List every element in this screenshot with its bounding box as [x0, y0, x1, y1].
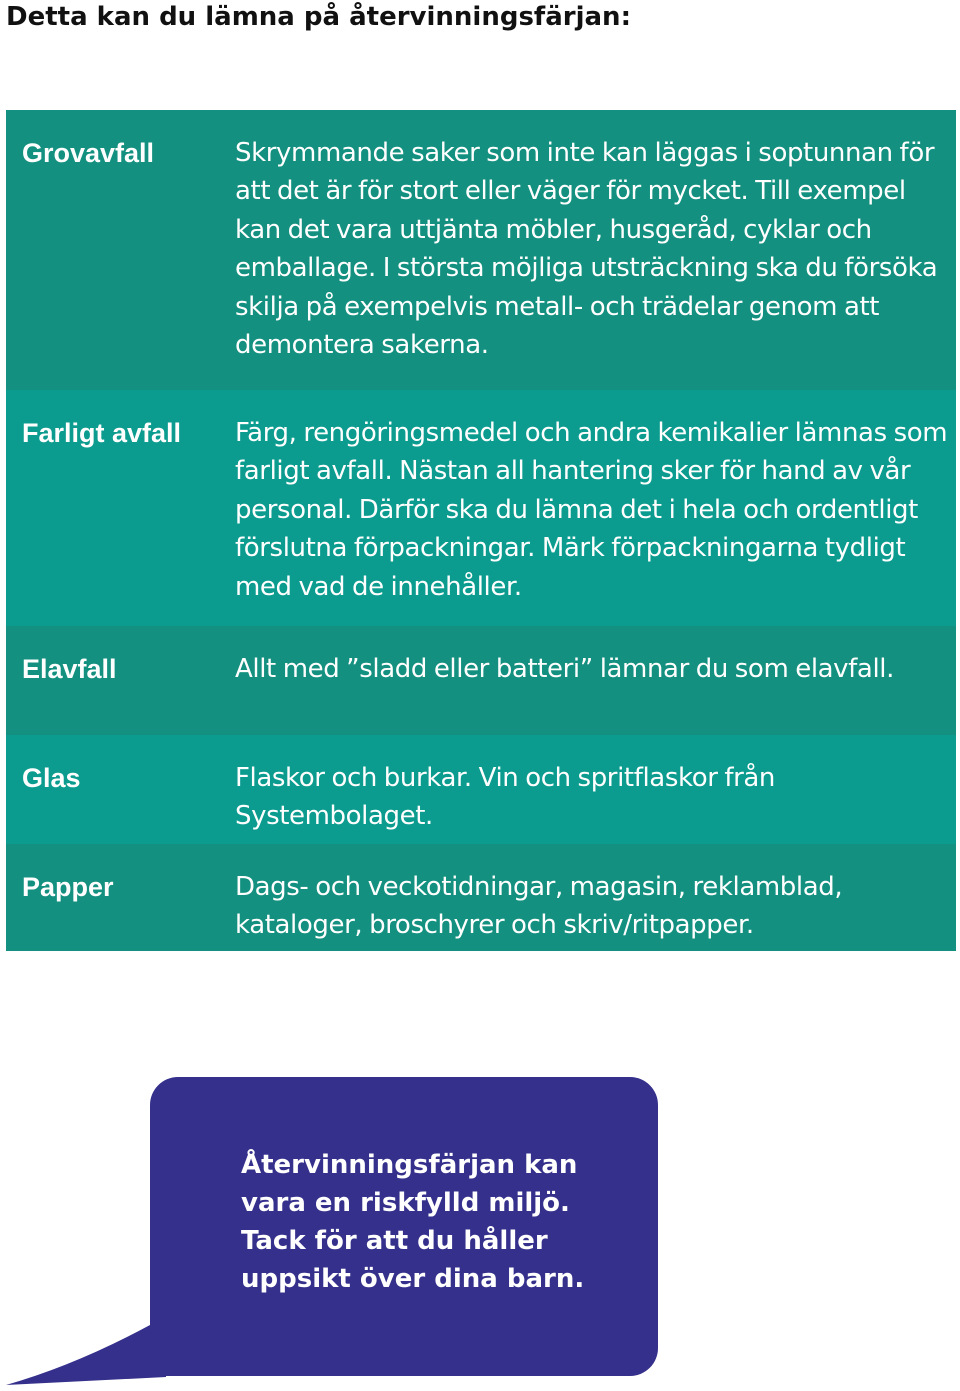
category-description: Allt med ”sladd eller batteri” lämnar du som elavfall. [235, 654, 894, 684]
category-description: Skrymmande saker som inte kan läggas i soptunnan för att det är för stort eller väger för mycket. Till exempel kan det vara uttjänta möbler, husgeråd, cyklar och emballage. I största möjliga utsträckning ska du försöka skilja på exempelvis metall- och trädelar genom att demontera sakerna. [235, 138, 938, 361]
waste-row-farligt-avfall [6, 390, 956, 626]
category-description: Flaskor och burkar. Vin och spritflaskor från Systembolaget. [235, 763, 776, 832]
safety-notice-bubble [150, 1077, 658, 1376]
category-description: Dags- och veckotidningar, magasin, reklamblad, kataloger, broschyrer och skriv/ritpapper. [235, 872, 843, 941]
waste-row-grovavfall [6, 110, 956, 390]
category-label: Papper [22, 872, 114, 902]
waste-type-table [6, 110, 956, 951]
page-title: Detta kan du lämna på återvinningsfärjan: [6, 2, 631, 32]
category-label: Glas [22, 763, 81, 793]
waste-row-glas [6, 735, 956, 844]
category-label: Elavfall [22, 654, 117, 684]
waste-row-elavfall [6, 626, 956, 735]
category-label: Grovavfall [22, 138, 155, 168]
category-description: Färg, rengöringsmedel och andra kemikalier lämnas som farligt avfall. Nästan all hantering sker för hand av vår personal. Därför ska du lämna det i hela och ordentligt förslutna förpackningar. Märk förpackningarna tydligt med vad de innehåller. [235, 418, 948, 602]
category-label: Farligt avfall [22, 418, 182, 448]
speech-bubble-tail [6, 1325, 166, 1385]
safety-notice-text: Återvinningsfärjan kan vara en riskfylld miljö. Tack för att du håller uppsikt över dina barn. [241, 1150, 585, 1294]
waste-row-papper [6, 844, 956, 951]
